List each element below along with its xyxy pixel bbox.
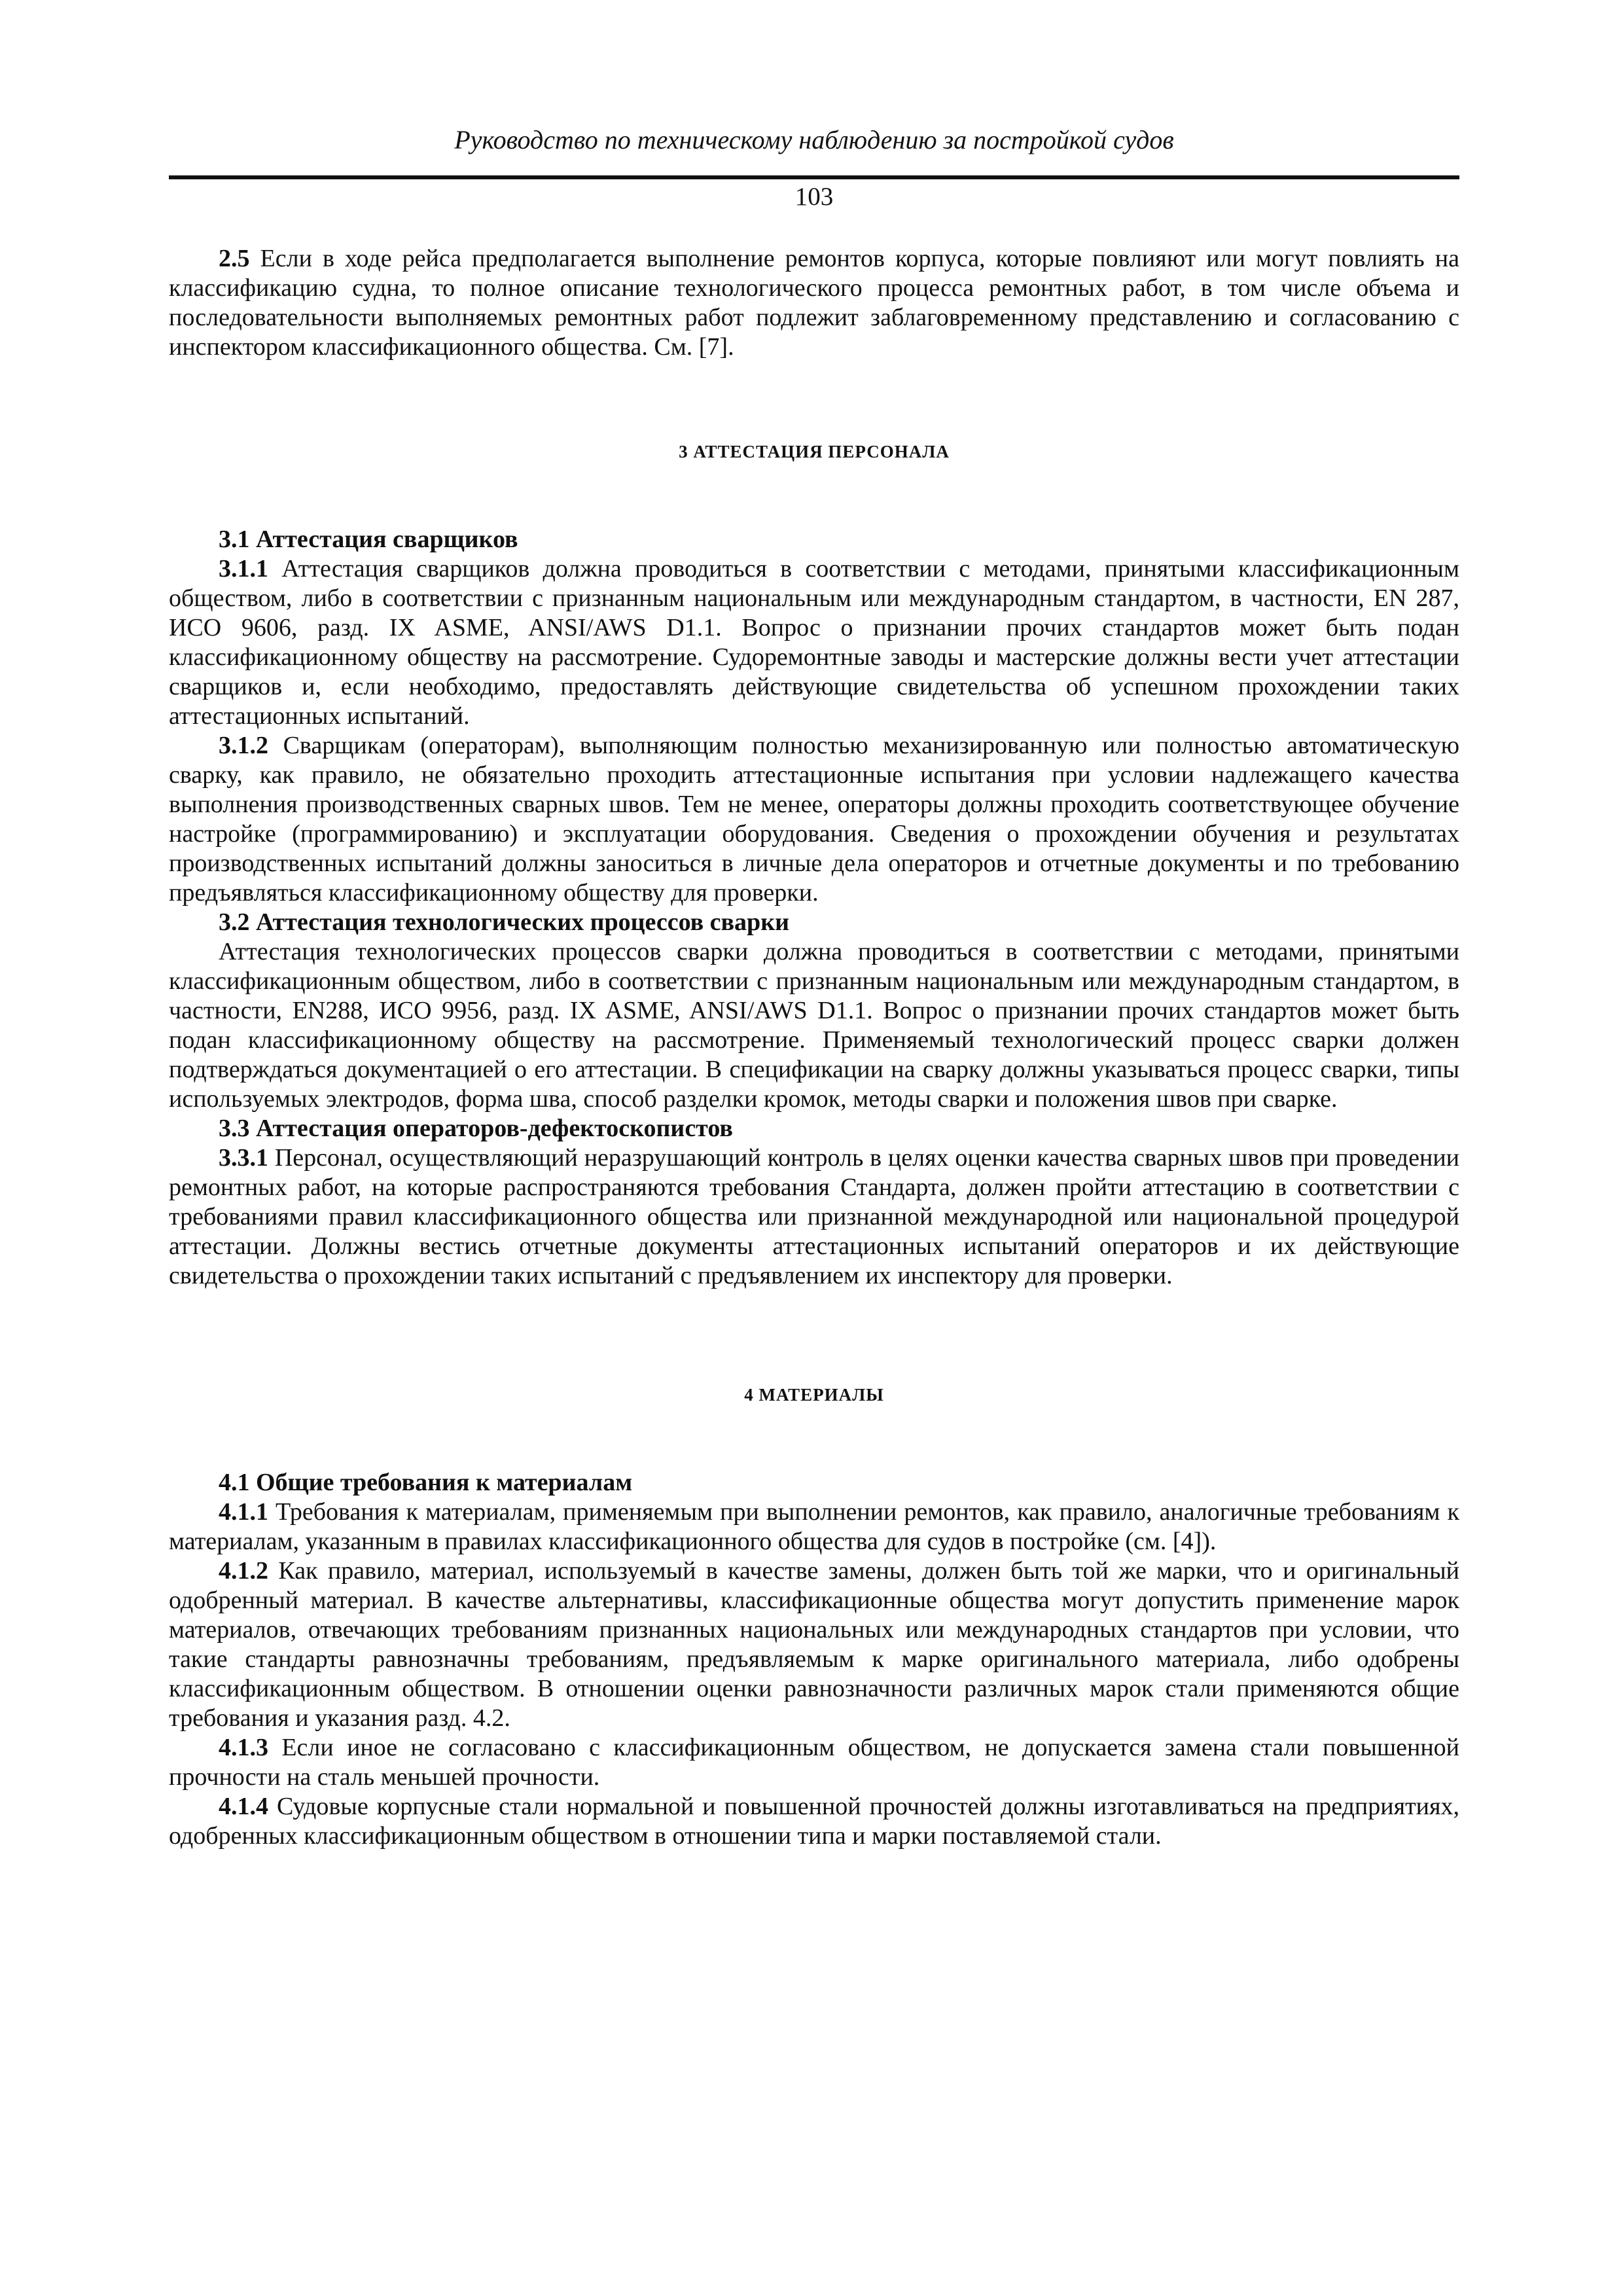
paragraph-2-5 bbox=[169, 244, 1459, 362]
paragraph-3-3-1 bbox=[169, 1143, 1459, 1291]
clause-text: Как правило, материал, используемый в качестве замены, должен быть той же марки, что и оригинальный одобренный материал. В качестве альтернативы, классификационные общества могут допустить применение марок материалов, отвечающих требованиям признанных национальных или международных стандартов при условии, что такие стандарты равнозначны требованиям, предъявляемым к марке оригинального материала, либо одобрены классификационным обществом. В отношении оценки равнозначности различных марок стали применяются общие требования и указания разд. 4.2. bbox=[169, 1556, 1459, 1732]
clause-text: Если в ходе рейса предполагается выполнение ремонтов корпуса, которые повлияют или могут повлиять на классификацию судна, то полное описание технологического процесса ремонтных работ, в том числе объема и последовательности выполняемых ремонтных работ подлежит заблаговременному представлению и согласованию с инспектором классификационного общества. См. [7]. bbox=[169, 244, 1459, 361]
clause-text: Персонал, осуществляющий неразрушающий контроль в целях оценки качества сварных швов при проведении ремонтных работ, на которые распространяются требования Стандарта, должен пройти аттестацию в соответствии с требованиями правил классификационного общества или признанной международной или национальной процедурой аттестации. Должны вестись отчетные документы аттестационных испытаний операторов и их действующие свидетельства о прохождении таких испытаний с предъявлением их инспектору для проверки. bbox=[169, 1143, 1459, 1289]
section-4-title: 4 МАТЕРИАЛЫ bbox=[744, 1384, 884, 1405]
paragraph-4-1-2 bbox=[169, 1556, 1459, 1733]
clause-number: 2.5 bbox=[219, 244, 250, 272]
header-rule bbox=[169, 175, 1459, 179]
clause-text: Если иное не согласовано с классификационным обществом, не допускается замена стали повышенной прочности на сталь меньшей прочности. bbox=[169, 1733, 1459, 1791]
clause-number: 4.1.1 bbox=[219, 1498, 268, 1526]
running-title: Руководство по техническому наблюдению за постройкой судов bbox=[454, 125, 1174, 154]
paragraph-4-1-4 bbox=[169, 1792, 1459, 1851]
section-3-title: 3 АТТЕСТАЦИЯ ПЕРСОНАЛА bbox=[679, 441, 950, 461]
clause-number: 4.1.3 bbox=[219, 1733, 268, 1761]
clause-text: Аттестация сварщиков должна проводиться в соответствии с методами, принятыми классификационным обществом, либо в соответствии с признанным национальным или международным стандартом, в частности, EN 287, ИСО 9606, разд. IX ASME, ANSI/AWS D1.1. Вопрос о признании прочих стандартов может быть подан классификационному обществу на рассмотрение. Судоремонтные заводы и мастерские должны вести учет аттестации сварщиков и, если необходимо, предоставлять действующие свидетельства об успешном прохождении таких аттестационных испытаний. bbox=[169, 554, 1459, 730]
clause-number: 3.1.2 bbox=[219, 731, 268, 759]
subsection-3-1-heading: 3.1 Аттестация сварщиков bbox=[219, 525, 518, 553]
clause-number: 3.3.1 bbox=[219, 1143, 268, 1172]
clause-number: 4.1.4 bbox=[219, 1792, 268, 1820]
paragraph-3-2: Аттестация технологических процессов сварки должна проводиться в соответствии с методами, принятыми классификационным обществом, либо в соответствии с признанным национальным или международным стандартом, в частности, EN288, ИСО 9956, разд. IX ASME, ANSI/AWS D1.1. Вопрос о признании прочих стандартов может быть подан классификационному обществу на рассмотрение. Применяемый технологический процесс сварки должен подтверждаться документацией о его аттестации. В спецификации на сварку должны указываться процесс сварки, типы используемых электродов, форма шва, способ разделки кромок, методы сварки и положения швов при сварке. bbox=[169, 937, 1459, 1113]
clause-number: 4.1.2 bbox=[219, 1556, 268, 1585]
subsection-3-3-heading: 3.3 Аттестация операторов-дефектоскопистов bbox=[219, 1114, 733, 1142]
clause-text: Сварщикам (операторам), выполняющим полностью механизированную или полностью автоматическую сварку, как правило, не обязательно проходить аттестационные испытания при условии надлежащего качества выполнения производственных сварных швов. Тем не менее, операторы должны проходить соответствующее обучение настройке (программированию) и эксплуатации оборудования. Сведения о прохождении обучения и результатах производственных испытаний должны заноситься в личные дела операторов и отчетные документы и по требованию предъявляться классификационному обществу для проверки. bbox=[169, 731, 1459, 906]
paragraph-4-1-3 bbox=[169, 1733, 1459, 1792]
subsection-4-1-heading: 4.1 Общие требования к материалам bbox=[219, 1468, 633, 1496]
document-page bbox=[169, 124, 1459, 1851]
paragraph-4-1-1 bbox=[169, 1498, 1459, 1556]
page-number: 103 bbox=[794, 183, 834, 211]
clause-number: 3.1.1 bbox=[219, 554, 268, 583]
paragraph-3-1-2 bbox=[169, 731, 1459, 908]
clause-text: Судовые корпусные стали нормальной и повышенной прочностей должны изготавливаться на предприятиях, одобренных классификационным обществом в отношении типа и марки поставляемой стали. bbox=[169, 1792, 1459, 1850]
subsection-3-2-heading: 3.2 Аттестация технологических процессов сварки bbox=[219, 908, 789, 936]
paragraph-3-1-1 bbox=[169, 554, 1459, 731]
clause-text: Требования к материалам, применяемым при выполнении ремонтов, как правило, аналогичные требованиям к материалам, указанным в правилах классификационного общества для судов в постройке (см. [4]). bbox=[169, 1498, 1459, 1555]
